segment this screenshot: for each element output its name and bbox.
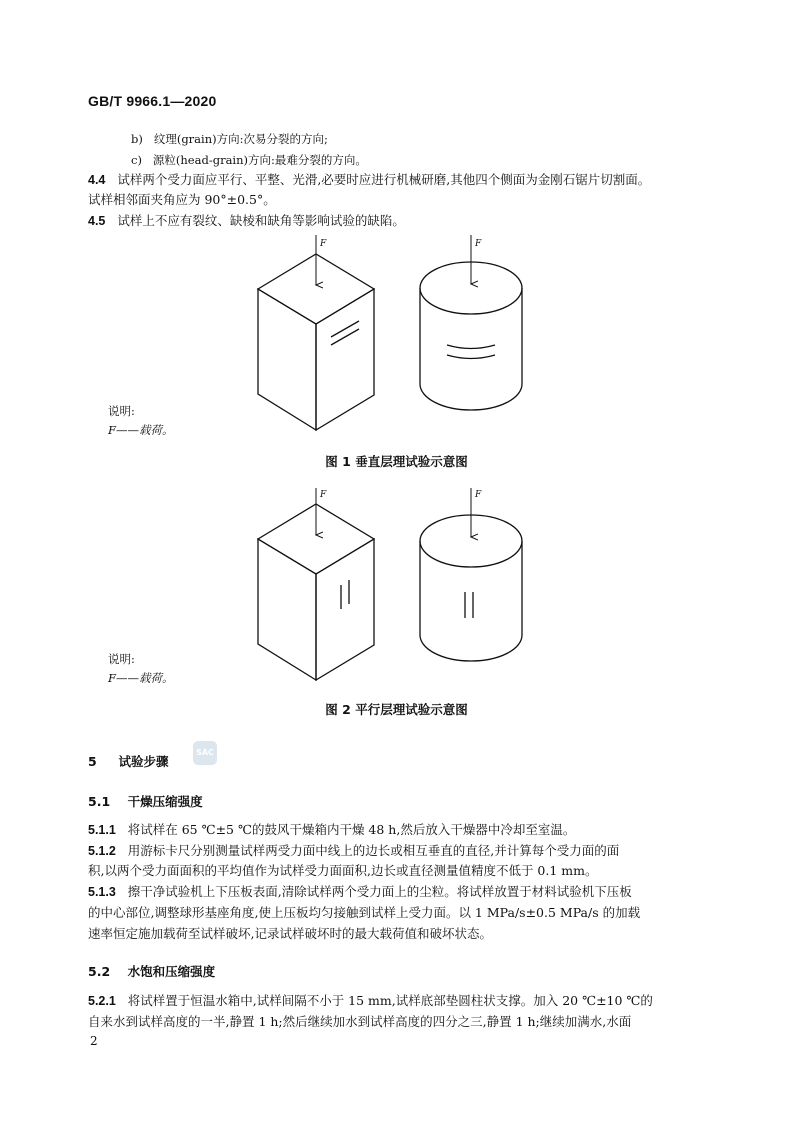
clause-number: 5.2.1 bbox=[88, 994, 116, 1008]
clause-text: 试样上不应有裂纹、缺棱和缺角等影响试验的缺陷。 bbox=[117, 213, 405, 228]
legend-item: F——载荷。 bbox=[108, 671, 174, 685]
section-heading bbox=[88, 752, 168, 770]
section-title: 试验步骤 bbox=[118, 754, 169, 769]
page-number: 2 bbox=[90, 1034, 98, 1048]
clause-5-1-3 bbox=[88, 882, 632, 902]
clause-text: 用游标卡尺分别测量试样两受力面中线上的边长或相互垂直的直径,并计算每个受力面的面 bbox=[127, 843, 620, 858]
figure2-cube bbox=[258, 488, 374, 680]
clause-number: 5.1.1 bbox=[88, 823, 116, 837]
figure1-cylinder bbox=[420, 235, 522, 410]
subsection-heading bbox=[88, 792, 203, 810]
force-label: F bbox=[320, 490, 327, 500]
legend-title: 说明: bbox=[108, 404, 135, 418]
legend-title: 说明: bbox=[108, 652, 135, 666]
clause-text: 试样两个受力面应平行、平整、光滑,必要时应进行机械研磨,其他四个侧面为金刚石锯片切割面。 bbox=[117, 172, 651, 187]
clause-5-1-2-continued: 积,以两个受力面面积的平均值作为试样受力面面积,边长或直径测量值精度不低于 0.1 mm。 bbox=[88, 863, 598, 878]
standard-code: GB/T 9966.1—2020 bbox=[88, 93, 217, 109]
clause-text: 擦干净试验机上下压板表面,清除试样两个受力面上的尘粒。将试样放置于材料试验机下压板 bbox=[127, 884, 632, 899]
clause-5-2-1-continued: 自来水到试样高度的一半,静置 1 h;然后继续加水到试样高度的四分之三,静置 1 h;继续加满水,水面 bbox=[88, 1014, 632, 1029]
clause-5-1-3-continued: 的中心部位,调整球形基座角度,使上压板均匀接触到试样上受力面。以 1 MPa/s±0.5 MPa/s 的加载 bbox=[88, 905, 641, 920]
clause-5-1-3-continued: 速率恒定施加载荷至试样破坏,记录试样破坏时的最大载荷值和破坏状态。 bbox=[88, 926, 492, 941]
subsection-heading bbox=[88, 962, 215, 980]
clause-text: 将试样置于恒温水箱中,试样间隔不小于 15 mm,试样底部垫圆柱状支撑。加入 20 ℃±10 ℃的 bbox=[127, 993, 653, 1008]
clause-4-4-continued: 试样相邻面夹角应为 90°±0.5°。 bbox=[88, 192, 276, 207]
bedding-line bbox=[331, 321, 359, 337]
section-number: 5 bbox=[88, 754, 97, 769]
clause-number: 5.1.2 bbox=[88, 844, 116, 858]
clause-5-1-2 bbox=[88, 841, 619, 861]
section-title: 水饱和压缩强度 bbox=[127, 964, 216, 979]
section-number: 5.1 bbox=[88, 794, 111, 809]
bedding-line bbox=[447, 345, 495, 349]
list-text: 纹理(grain)方向:次易分裂的方向; bbox=[153, 132, 328, 146]
section-title: 干燥压缩强度 bbox=[127, 794, 203, 809]
clause-number: 4.5 bbox=[88, 214, 106, 228]
clause-text: 将试样在 65 ℃±5 ℃的鼓风干燥箱内干燥 48 h,然后放入干燥器中冷却至室温。 bbox=[127, 822, 576, 837]
clause-number: 5.1.3 bbox=[88, 885, 116, 899]
clause-5-1-1 bbox=[88, 820, 575, 840]
figure1-cube bbox=[258, 235, 374, 430]
force-label: F bbox=[475, 490, 482, 500]
bedding-line bbox=[331, 329, 359, 345]
figure-caption: 图 2 平行层理试验示意图 bbox=[325, 702, 468, 717]
list-text: 源粒(head-grain)方向:最难分裂的方向。 bbox=[152, 153, 367, 167]
figure2-cylinder bbox=[420, 488, 522, 661]
list-marker: b) bbox=[131, 132, 143, 146]
clause-number: 4.4 bbox=[88, 173, 106, 187]
legend-item: F——载荷。 bbox=[108, 423, 174, 437]
sac-watermark: SAC bbox=[193, 741, 217, 765]
clause-5-2-1 bbox=[88, 991, 653, 1011]
section-number: 5.2 bbox=[88, 964, 111, 979]
force-label: F bbox=[320, 239, 327, 249]
force-label: F bbox=[475, 239, 482, 249]
bedding-line bbox=[447, 355, 495, 359]
figure-caption: 图 1 垂直层理试验示意图 bbox=[325, 454, 468, 469]
list-marker: c) bbox=[131, 153, 142, 167]
